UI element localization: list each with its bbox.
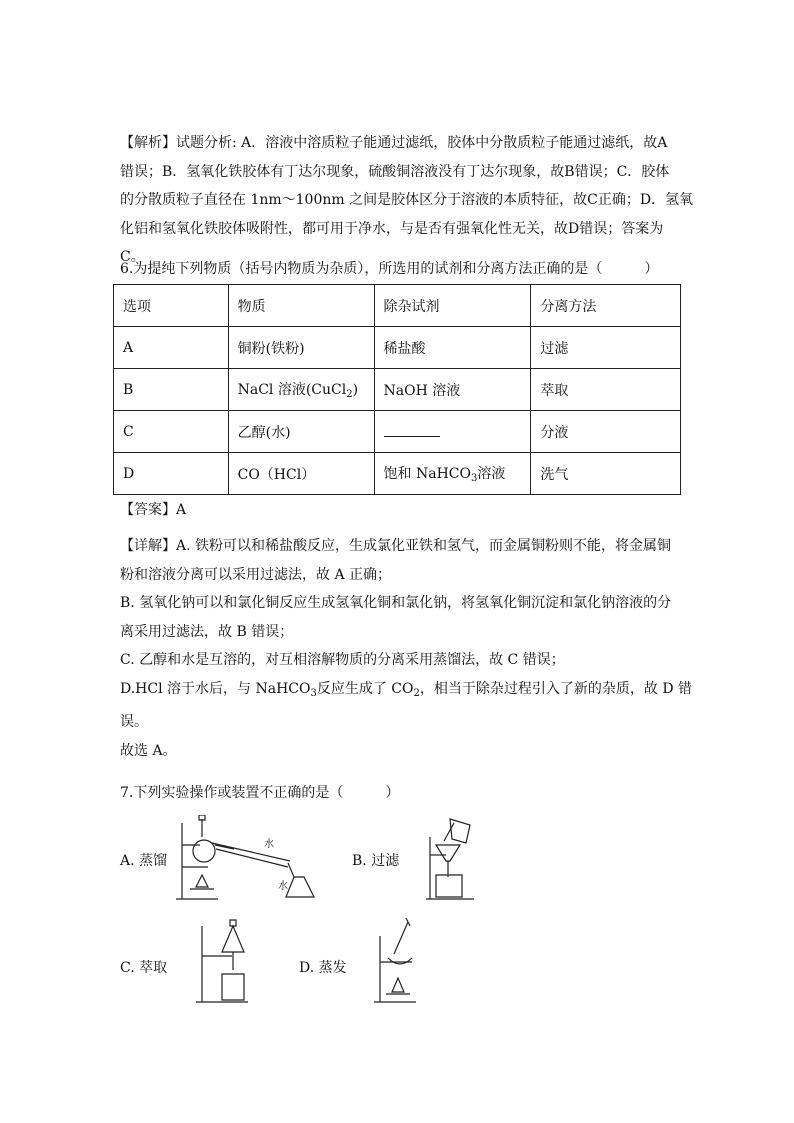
cell-method: 萃取 [531, 369, 681, 411]
option-a-label: A. 蒸馏 [120, 853, 168, 869]
table-row [114, 327, 681, 369]
option-b-label: B. 过滤 [352, 853, 400, 869]
question-7-stem: 7.下列实验操作或装置不正确的是（ ） [120, 785, 400, 801]
detail-text: D.HCl 溶于水后，与 NaHCO [120, 680, 311, 697]
analysis-line: 错误；B．氢氧化铁胶体有丁达尔现象，硫酸铜溶液没有丁达尔现象，故B错误；C．胶体 [120, 163, 670, 180]
detail-text: ，相当于除杂过程引入了新的杂质，故 D 错 [419, 680, 692, 697]
cell-substance: 乙醇(水) [228, 411, 374, 453]
question-6-stem: 6.为提纯下列物质（括号内物质为杂质），所选用的试剂和分离方法正确的是（ ） [120, 261, 659, 277]
analysis-line: 的分散质粒子直径在 1nm～100nm 之间是胶体区分于溶液的本质特征，故C正确；D．氢氧 [120, 192, 694, 208]
extraction-apparatus-figure [192, 918, 252, 1006]
reagent-text: 饱和 NaHCO [383, 466, 471, 482]
analysis-line: C。 [120, 249, 145, 265]
distillation-apparatus-figure [172, 815, 328, 903]
header-method: 分离方法 [531, 285, 681, 327]
analysis-line: 【解析】试题分析: A．溶液中溶质粒子能通过滤纸，胶体中分散质粒子能通过滤纸，故A [120, 135, 668, 151]
cell-reagent: NaOH 溶液 [374, 369, 531, 411]
cell-method: 分液 [531, 411, 681, 453]
detail-line: 【详解】A. 铁粉可以和稀盐酸反应，生成氯化亚铁和氢气，而金属铜粉则不能，将金属铜 [120, 538, 672, 554]
blank-line [384, 422, 440, 437]
option-c-label: C. 萃取 [120, 960, 168, 976]
detail-paragraph [120, 532, 692, 765]
reagent-text: 溶液 [477, 466, 506, 482]
cell-method: 洗气 [531, 453, 681, 495]
cell-option: C [114, 411, 229, 453]
detail-line: 误。 [120, 714, 148, 730]
header-reagent: 除杂试剂 [374, 285, 531, 327]
subscript: 3 [470, 473, 478, 484]
water-label: 水 [278, 881, 288, 892]
detail-line: 故选 A。 [120, 742, 177, 759]
cell-substance: CO（HCl） [228, 453, 374, 495]
detail-line: 粉和溶液分离可以采用过滤法，故 A 正确； [120, 566, 392, 583]
option-d-label: D. 蒸发 [299, 960, 347, 976]
purification-table [113, 284, 681, 495]
cell-option: D [114, 453, 229, 495]
detail-line: C. 乙醇和水是互溶的，对互相溶解物质的分离采用蒸馏法，故 C 错误； [120, 652, 565, 668]
detail-line [120, 675, 692, 709]
cell-option: B [114, 369, 229, 411]
table-row [114, 369, 681, 411]
evaporation-apparatus-figure [370, 914, 420, 1006]
filtration-apparatus-figure [424, 815, 476, 903]
header-option: 选项 [114, 285, 229, 327]
cell-reagent [374, 411, 531, 453]
detail-text: 反应生成了 CO [316, 680, 414, 697]
cell-reagent [374, 453, 531, 495]
cell-reagent: 稀盐酸 [374, 327, 531, 369]
header-substance: 物质 [228, 285, 374, 327]
subscript: 2 [413, 687, 420, 699]
detail-line: B. 氢氧化钠可以和氯化铜反应生成氢氧化铜和氯化钠，将氢氧化铜沉淀和氯化钠溶液的分 [120, 595, 672, 611]
substance-text: ) [352, 382, 359, 398]
detail-line: 离采用过滤法，故 B 错误； [120, 623, 294, 640]
water-label: 水 [264, 839, 274, 850]
substance-text: NaCl 溶液(CuCl [237, 382, 347, 398]
analysis-paragraph [120, 129, 694, 272]
table-header-row [114, 285, 681, 327]
cell-substance: 铜粉(铁粉) [228, 327, 374, 369]
cell-option: A [114, 327, 229, 369]
subscript: 2 [346, 389, 353, 400]
answer-line: 【答案】A [120, 502, 187, 518]
cell-substance [228, 369, 374, 411]
table-row [114, 411, 681, 453]
table-row [114, 453, 681, 495]
analysis-line: 化铝和氢氧化铁胶体吸附性，都可用于净水，与是否有强氧化性无关，故D错误；答案为 [120, 220, 664, 237]
cell-method: 过滤 [531, 327, 681, 369]
subscript: 3 [310, 687, 317, 699]
